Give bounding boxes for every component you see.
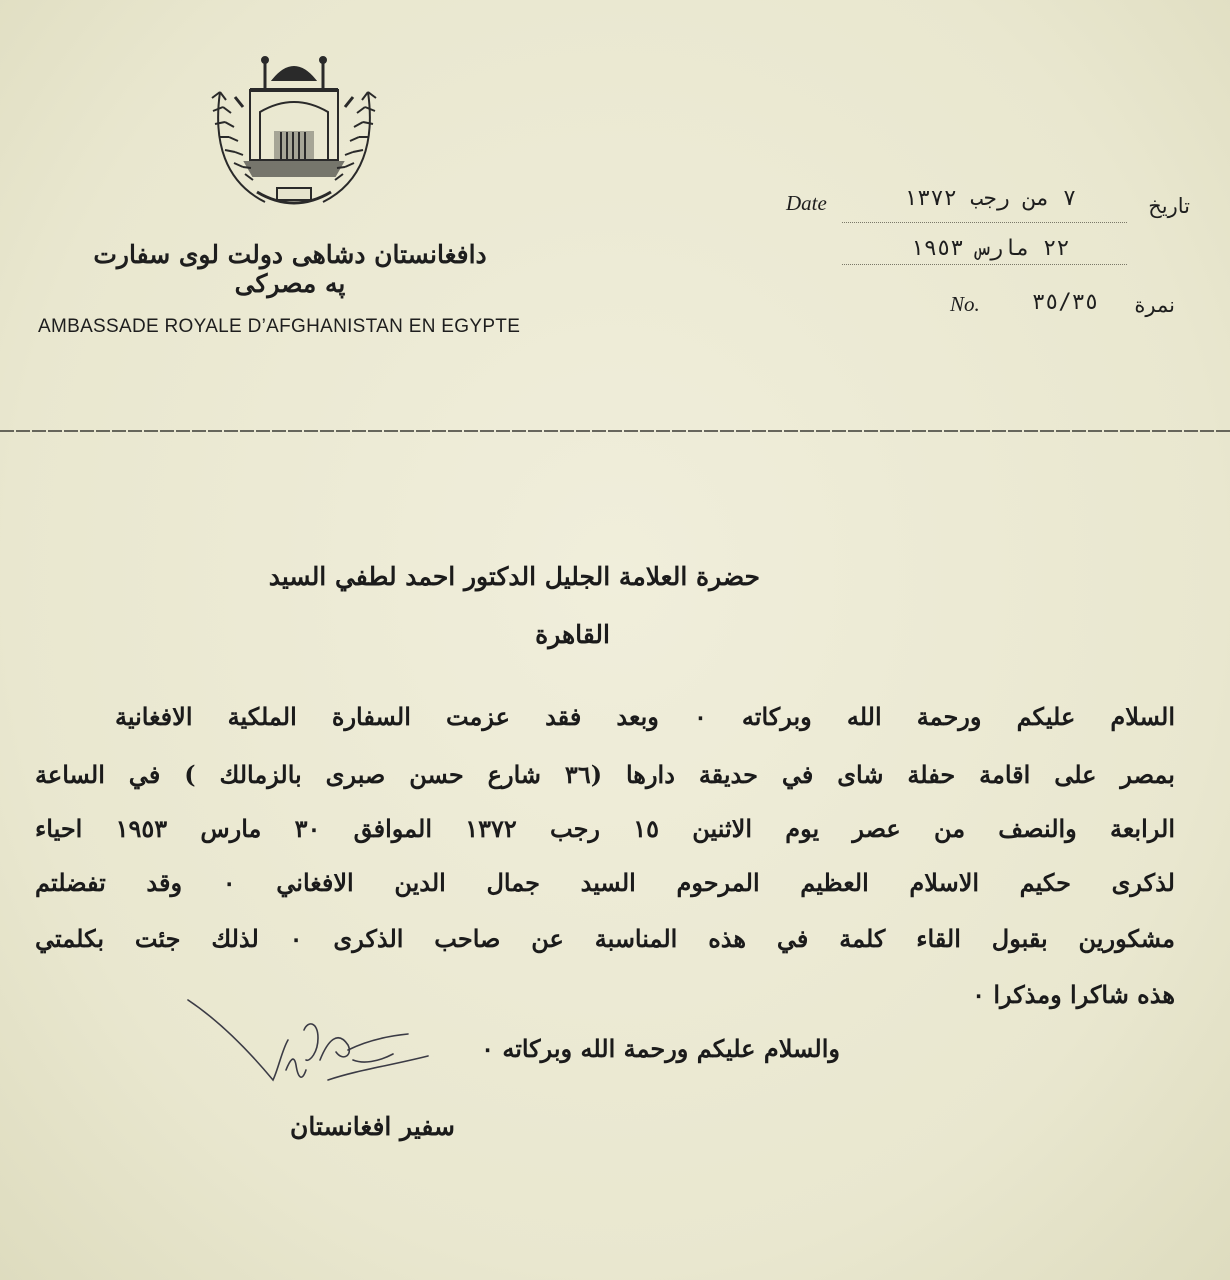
date-label-arabic: تاريخ [1148,194,1190,218]
body-line-2: بمصر على اقامة حفلة شاى في حديقة دارها (٣٦ شارع حسن صبرى بالزمالك ) في الساعة [35,760,1175,789]
body-line-1: السلام عليكم ورحمة الله وبركاته ٠ وبعد فقد عزمت السفارة الملكية الافغانية [115,702,1175,731]
date-dotted-line-2 [842,264,1127,265]
closing-salutation: والسلام عليكم ورحمة الله وبركاته ٠ [481,1034,840,1063]
body-line-4: لذكرى حكيم الاسلام العظيم المرحوم السيد جمال الدين الافغاني ٠ وقد تفضلتم [35,868,1175,897]
embassy-name-persian: دافغانستان دشاهی دولت لوی سفارت په مصرکی [93,240,487,298]
body-line-3: الرابعة والنصف من عصر يوم الاثنين ١٥ رجب ١٣٧٢ الموافق ٣٠ مارس ١٩٥٣ احياء [35,814,1175,843]
embassy-name-french: AMBASSADE ROYALE D’AFGHANISTAN EN EGYPTE [38,316,521,337]
number-label-arabic: نمرة [1134,293,1175,317]
reference-number: ٣٥/٣٥ [1031,290,1099,315]
addressee-city: القاهرة [535,620,610,649]
date-gregorian: ٢٢ مارس ١٩٥٣ [910,236,1070,261]
body-line-6: هذه شاكرا ومذكرا ٠ [972,980,1175,1009]
date-hijri: ٧ من رجب ١٣٧٢ [903,186,1077,211]
number-label: No. [950,292,980,316]
signatory-title: سفير افغانستان [290,1112,455,1141]
body-line-5: مشكورين بقبول القاء كلمة في هذه المناسبة عن صاحب الذكرى ٠ لذلك جئت بكلمتي [35,924,1175,953]
afghan-royal-emblem-icon [205,52,383,210]
header-divider [0,428,1230,434]
date-dotted-line [842,222,1127,223]
handwritten-signature [178,990,448,1120]
addressee: حضرة العلامة الجليل الدكتور احمد لطفي السيد [268,562,760,591]
date-label: Date [786,191,827,215]
